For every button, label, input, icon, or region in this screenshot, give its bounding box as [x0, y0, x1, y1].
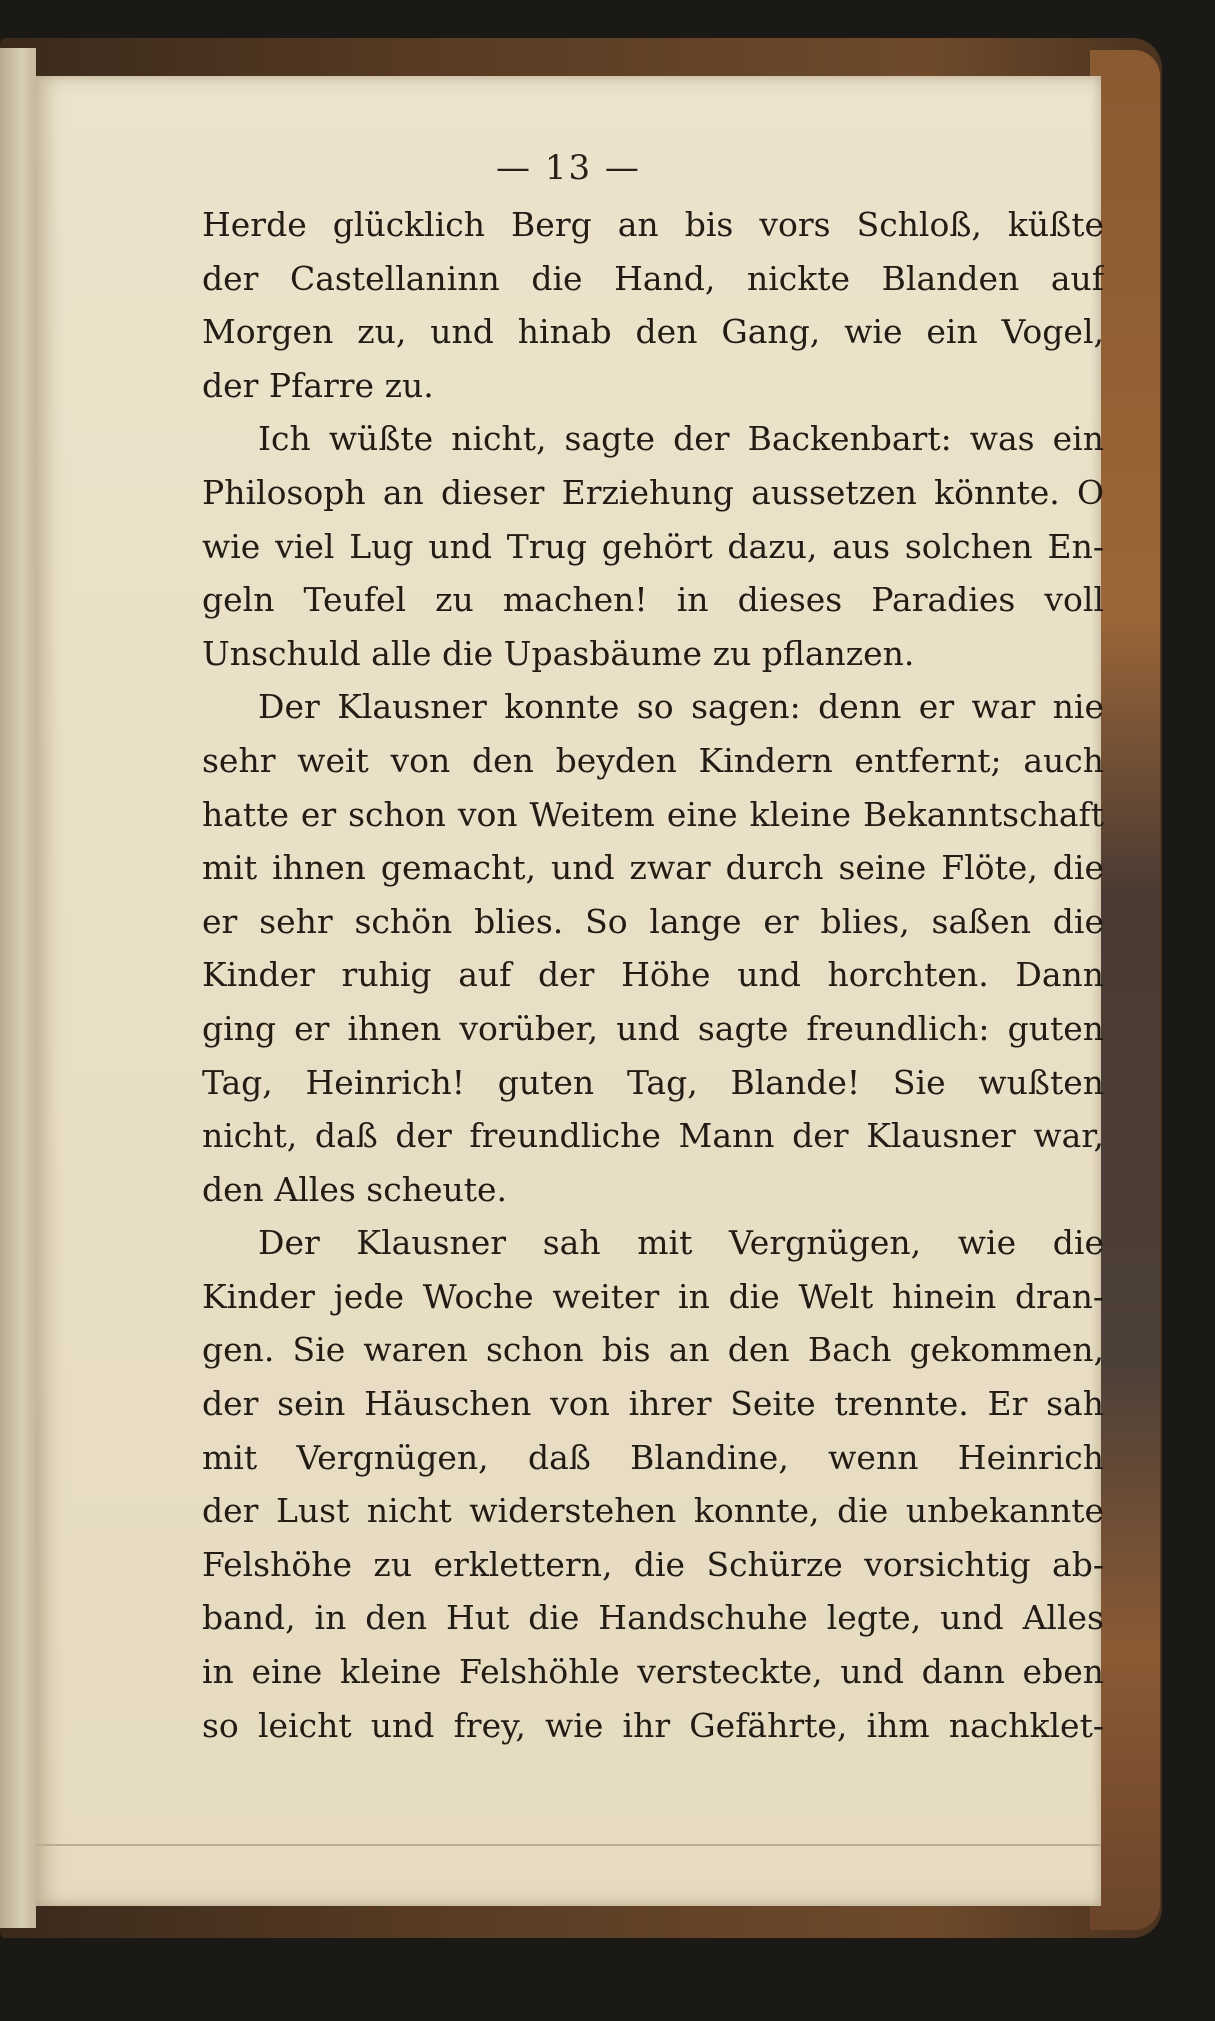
text-line: sehr weit von den beyden Kindern entfernt; auch [202, 740, 1104, 780]
text-line: der Castellaninn die Hand, nickte Blanden auf [202, 258, 1104, 298]
text-line: mit ihnen gemacht, und zwar durch seine Flöte, die [202, 848, 1104, 888]
page-bottom-rule [36, 1844, 1101, 1846]
text-line: der Pfarre zu. [202, 365, 434, 405]
text-line: geln Teufel zu machen! in dieses Paradies voll [202, 580, 1104, 620]
text-line: Kinder ruhig auf der Höhe und horchten. Dann [202, 955, 1104, 995]
text-line: Unschuld alle die Upasbäume zu pflanzen. [202, 633, 915, 673]
text-line: er sehr schön blies. So lange er blies, saßen die [202, 901, 1104, 941]
text-line: band, in den Hut die Handschuhe legte, und Alles [202, 1598, 1104, 1638]
text-line: ging er ihnen vorüber, und sagte freundlich: guten [202, 1008, 1104, 1048]
text-line: Philosoph an dieser Erziehung aussetzen könnte. O [202, 472, 1104, 512]
body-text [202, 198, 1104, 1752]
text-line: Tag, Heinrich! guten Tag, Blande! Sie wußten [202, 1062, 1104, 1102]
text-line: Felshöhe zu erklettern, die Schürze vorsichtig ab- [202, 1544, 1104, 1584]
text-line: nicht, daß der freundliche Mann der Klausner war, [202, 1116, 1104, 1156]
text-line: Der Klausner konnte so sagen: denn er war nie [258, 687, 1104, 727]
text-line: Morgen zu, und hinab den Gang, wie ein Vogel, [202, 312, 1104, 352]
text-line: wie viel Lug und Trug gehört dazu, aus solchen En- [202, 526, 1104, 566]
text-line: Der Klausner sah mit Vergnügen, wie die [258, 1223, 1104, 1263]
text-line: in eine kleine Felshöhle versteckte, und dann eben [202, 1652, 1104, 1692]
text-line: Herde glücklich Berg an bis vors Schloß, küßte [202, 205, 1104, 244]
text-line: der sein Häuschen von ihrer Seite trennte. Er sah [202, 1384, 1104, 1424]
text-line: mit Vergnügen, daß Blandine, wenn Heinrich [202, 1437, 1104, 1477]
text-line: Kinder jede Woche weiter in die Welt hinein dran- [202, 1276, 1104, 1316]
text-line: hatte er schon von Weitem eine kleine Bekanntschaft [202, 794, 1104, 834]
text-line: so leicht und frey, wie ihr Gefährte, ihm nachklet- [202, 1705, 1104, 1745]
text-line: den Alles scheute. [202, 1169, 508, 1209]
facing-page-edge [0, 48, 36, 1928]
book-page [36, 76, 1104, 1906]
text-line: der Lust nicht widerstehen konnte, die unbekannte [202, 1491, 1104, 1531]
text-line: Ich wüßte nicht, sagte der Backenbart: was ein [258, 419, 1104, 459]
text-line: gen. Sie waren schon bis an den Bach gekommen, [202, 1330, 1104, 1370]
page-number: — 13 — [496, 148, 641, 188]
